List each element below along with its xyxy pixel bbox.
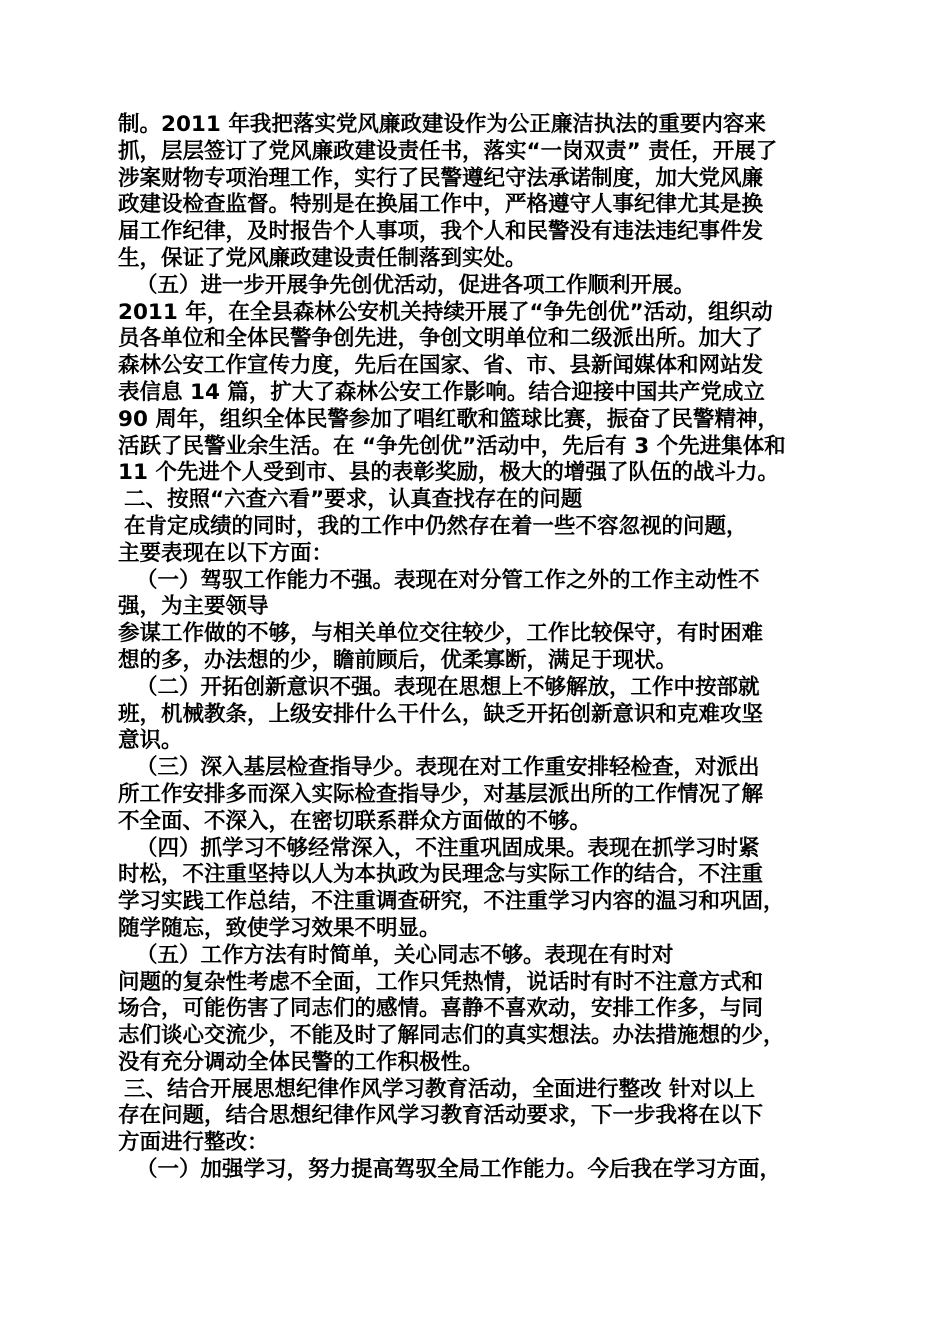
text-line: 班，机械教条，上级安排什么干什么，缺乏开拓创新意识和克难攻坚 bbox=[118, 701, 764, 727]
text-line: 方面进行整改： bbox=[118, 1130, 269, 1156]
text-line: 抓，层层签订了党风廉政建设责任书，落实“一岗双责” 责任，开展了 bbox=[118, 138, 778, 164]
section-heading: 三、结合开展思想纪律作风学习教育活动，全面进行整改 针对以上 bbox=[124, 1076, 755, 1102]
document-body bbox=[118, 112, 848, 1184]
section-heading: （一）加强学习，努力提高驾驭全局工作能力。今后我在学习方面， bbox=[136, 1157, 782, 1183]
section-heading: （一）驾驭工作能力不强。表现在对分管工作之外的工作主动性不 bbox=[136, 567, 760, 593]
text-line: 届工作纪律，及时报告个人事项，我个人和民警没有违法违纪事件发 bbox=[118, 219, 764, 245]
text-line: 场合，可能伤害了同志们的感情。喜静不喜欢动，安排工作多，与同 bbox=[118, 996, 764, 1022]
section-heading: （三）深入基层检查指导少。表现在对工作重安排轻检查，对派出 bbox=[136, 755, 760, 781]
section-heading: （五）工作方法有时简单，关心同志不够。表现在有时对 bbox=[136, 942, 674, 968]
text-line: 学习实践工作总结，不注重调查研究，不注重学习内容的温习和巩固， bbox=[118, 889, 785, 915]
section-heading: （五）进一步开展争先创优活动，促进各项工作顺利开展。 bbox=[136, 272, 696, 298]
text-line: 不全面、不深入，在密切联系群众方面做的不够。 bbox=[118, 808, 592, 834]
text-line: 森林公安工作宣传力度，先后在国家、省、市、县新闻媒体和网站发 bbox=[118, 353, 764, 379]
text-line: 90 周年，组织全体民警参加了唱红歌和篮球比赛，振奋了民警精神， bbox=[118, 406, 779, 432]
text-line: 所工作安排多而深入实际检查指导少，对基层派出所的工作情况了解 bbox=[118, 781, 764, 807]
text-line: 志们谈心交流少，不能及时了解同志们的真实想法。办法措施想的少， bbox=[118, 1023, 785, 1049]
section-heading: （四）抓学习不够经常深入，不注重巩固成果。表现在抓学习时紧 bbox=[136, 835, 760, 861]
text-line: 随学随忘，致使学习效果不明显。 bbox=[118, 915, 441, 941]
text-line: 问题的复杂性考虑不全面，工作只凭热情，说话时有时不注意方式和 bbox=[118, 969, 764, 995]
text-line: 活跃了民警业余生活。在 “争先创优”活动中，先后有 3 个先进集体和 bbox=[118, 433, 786, 459]
text-line: 参谋工作做的不够，与相关单位交往较少，工作比较保守，有时困难 bbox=[118, 621, 764, 647]
text-line: 生，保证了党风廉政建设责任制落到实处。 bbox=[118, 245, 527, 271]
text-line: 意识。 bbox=[118, 728, 183, 754]
text-line: 想的多，办法想的少，瞻前顾后，优柔寡断，满足于现状。 bbox=[118, 647, 678, 673]
section-heading: 二、按照“六查六看”要求，认真查找存在的问题 bbox=[124, 487, 583, 513]
text-line: 没有充分调动全体民警的工作积极性。 bbox=[118, 1049, 484, 1075]
text-line: 表信息 14 篇，扩大了森林公安工作影响。结合迎接中国共产党成立 bbox=[118, 379, 765, 405]
section-heading: （二）开拓创新意识不强。表现在思想上不够解放，工作中按部就 bbox=[136, 674, 760, 700]
text-line: 11 个先进个人受到市、县的表彰奖励，极大的增强了队伍的战斗力。 bbox=[118, 460, 779, 486]
text-line: 制。2011 年我把落实党风廉政建设作为公正廉洁执法的重要内容来 bbox=[118, 112, 766, 137]
text-line: 政建设检查监督。特别是在换届工作中，严格遵守人事纪律尤其是换 bbox=[118, 192, 764, 218]
text-line: 存在问题，结合思想纪律作风学习教育活动要求，下一步我将在以下 bbox=[118, 1103, 764, 1129]
text-line: 主要表现在以下方面： bbox=[118, 540, 334, 566]
text-line: 在肯定成绩的同时，我的工作中仍然存在着一些不容忽视的问题， bbox=[124, 513, 748, 539]
text-line: 强，为主要领导 bbox=[118, 594, 269, 620]
text-line: 2011 年，在全县森林公安机关持续开展了“争先创优”活动，组织动 bbox=[118, 299, 773, 325]
text-line: 员各单位和全体民警争创先进，争创文明单位和二级派出所。加大了 bbox=[118, 326, 764, 352]
text-line: 时松，不注重坚持以人为本执政为民理念与实际工作的结合，不注重 bbox=[118, 862, 764, 888]
text-line: 涉案财物专项治理工作，实行了民警遵纪守法承诺制度，加大党风廉 bbox=[118, 165, 764, 191]
